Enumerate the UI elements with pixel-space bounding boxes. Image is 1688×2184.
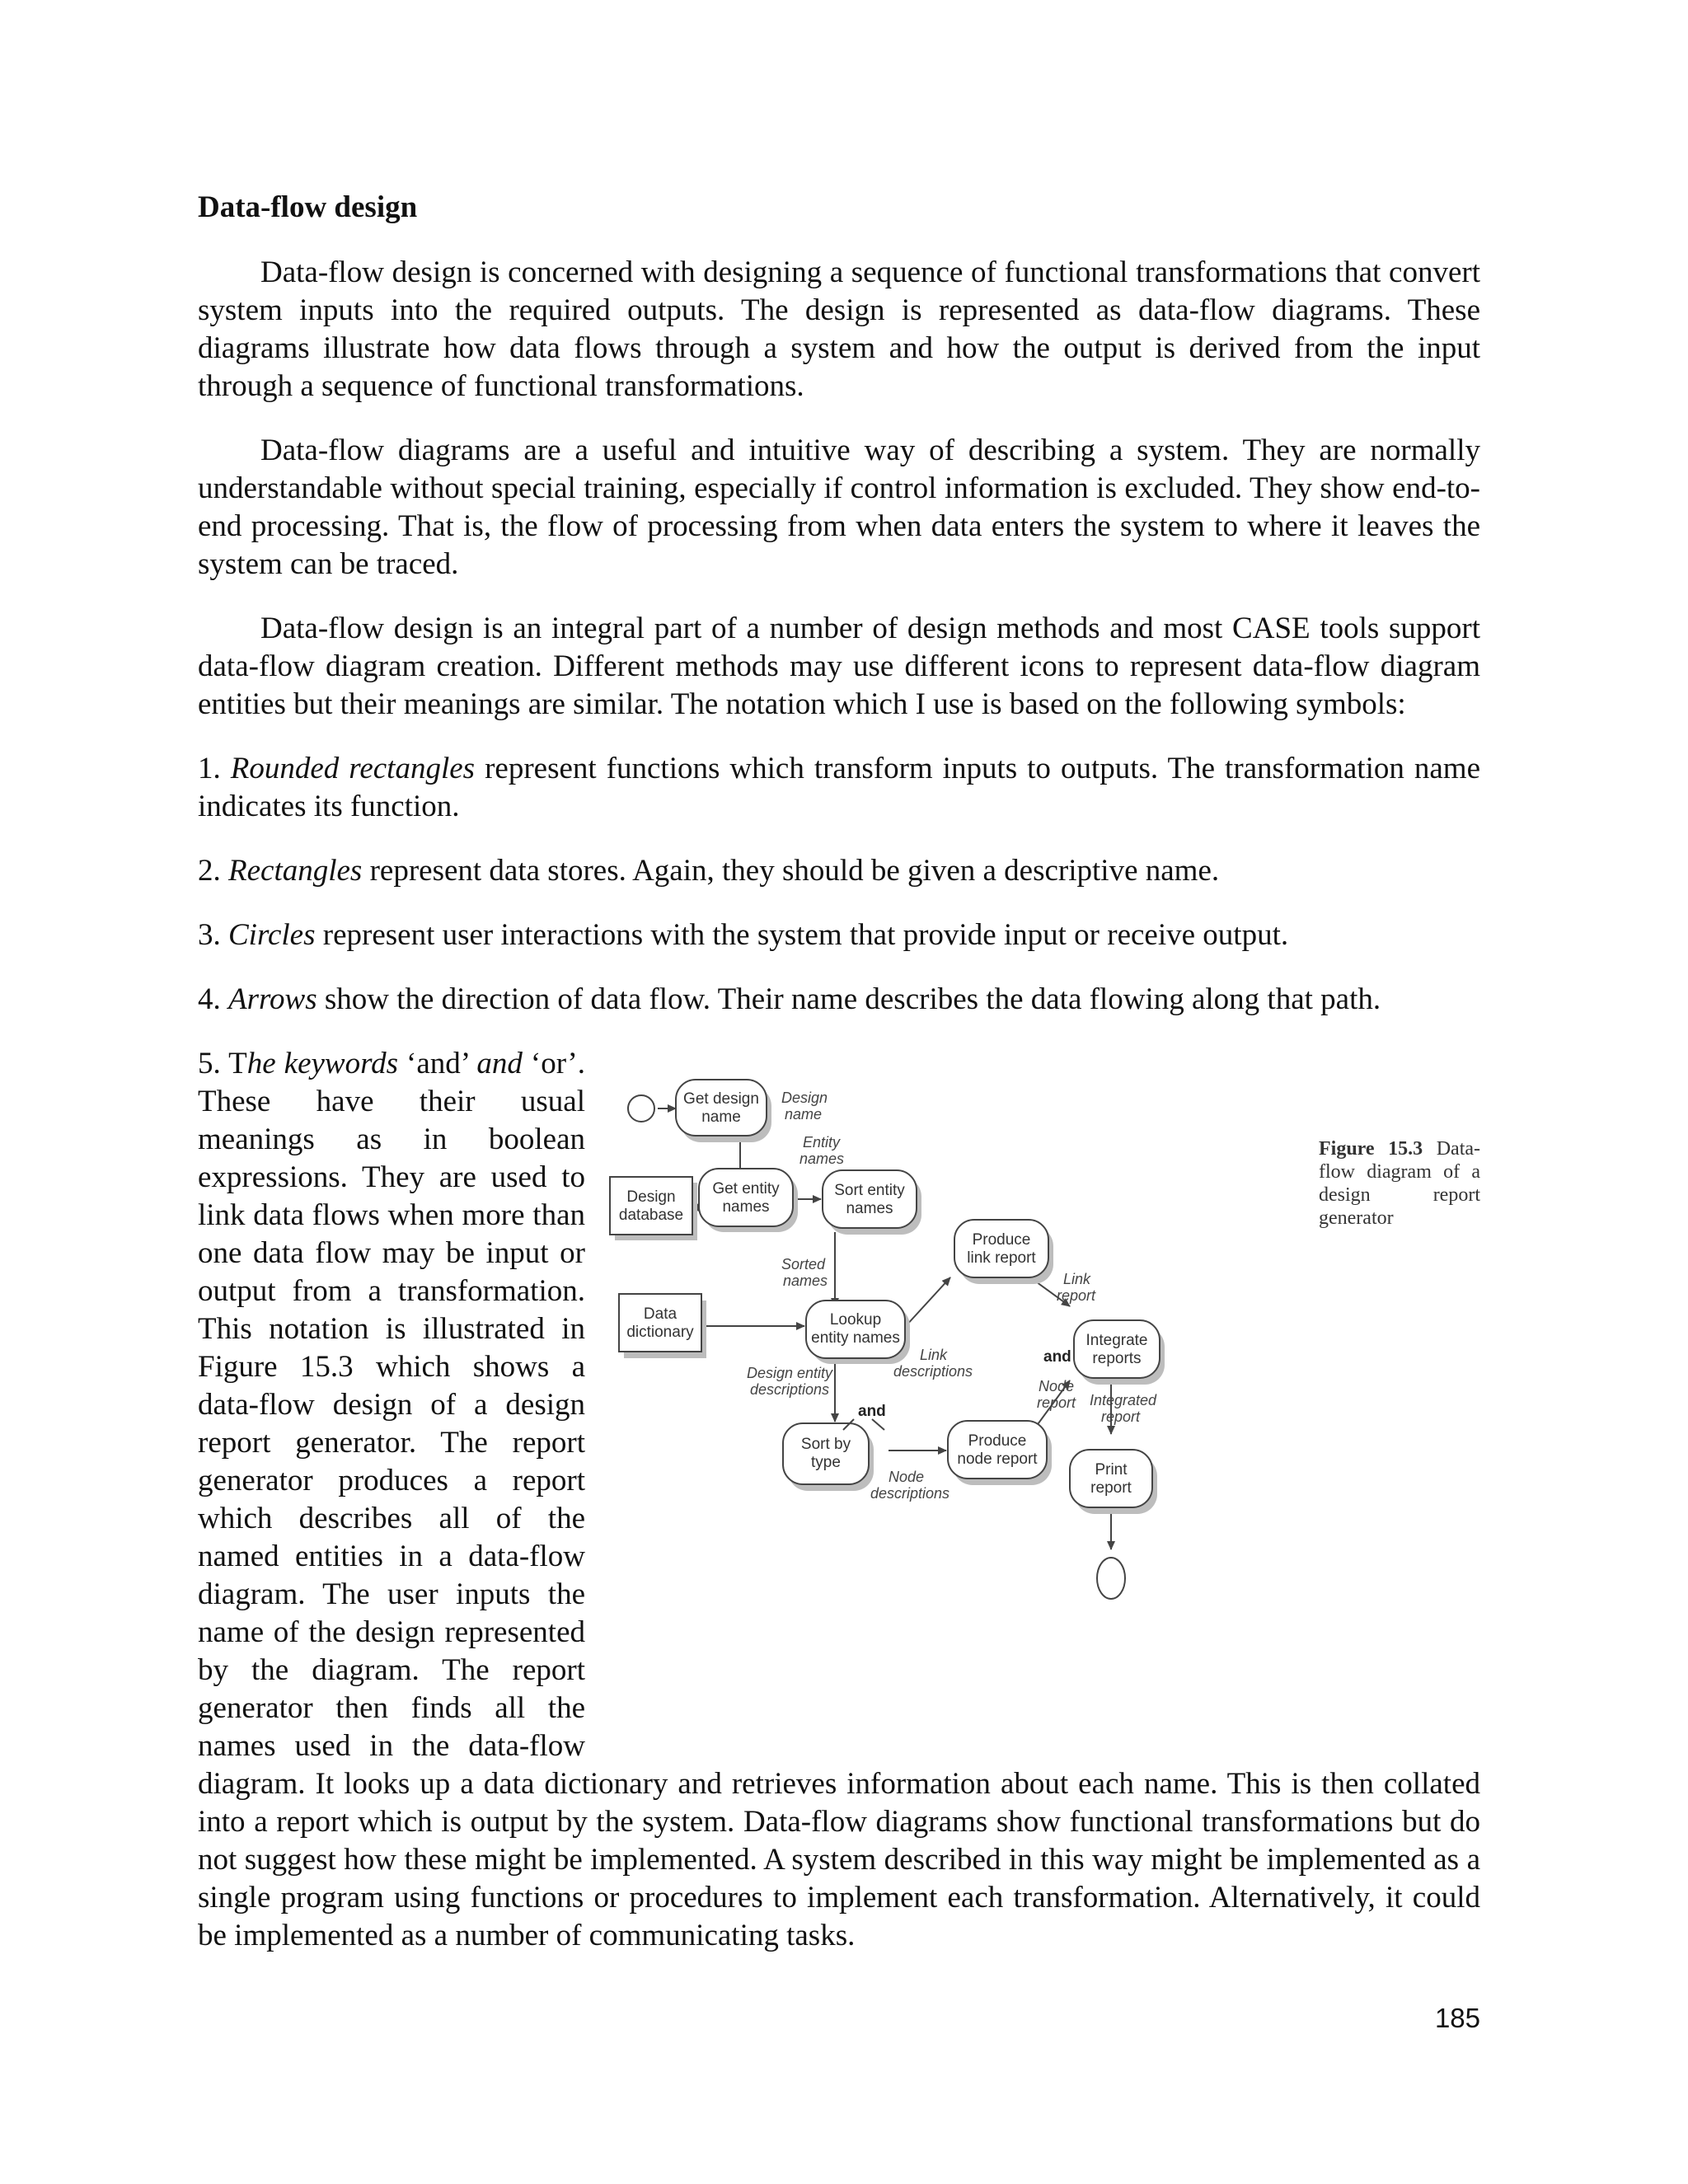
flow-label-entity-names [799,1134,844,1167]
svg-text:reports: reports [1092,1350,1142,1368]
end-circle-icon [1097,1558,1125,1599]
list-item: 2. Rectangles represent data stores. Again, they should be given a descriptive name. [198,854,1220,888]
svg-text:Sort by: Sort by [800,1436,851,1454]
svg-text:Link: Link [1063,1271,1091,1288]
section-heading: Data-flow design [198,190,418,224]
list-term: Arrows [228,982,317,1017]
list-item: 4. Arrows show the direction of data flow. Their name describes the data flowing along that path. [198,982,1381,1017]
list-term: Rounded rectangles [230,752,476,786]
svg-text:Node: Node [889,1469,925,1486]
node-get-entity-names [699,1169,798,1232]
paragraph-3: Data-flow design is an integral part of a number of design methods and most CASE tools support data-flow diagram creation. Different methods may use different icons to represent data-flow diagram entities but their meanings are similar. The notation which I use is based on the following symbols: [198,612,1480,722]
flow-label-node-report [1037,1378,1076,1411]
svg-text:Lookup: Lookup [829,1311,882,1329]
paragraph-2: Data-flow diagrams are a useful and intuitive way of describing a system. They are normally understandable without special training, especially if control information is excluded. They show end-to-end processing. That is, the flow of processing from when data enters the system to where it leaves the system can be traced. [198,434,1480,582]
svg-text:link report: link report [967,1249,1036,1268]
flow-label-design-entity-descriptions [747,1365,833,1398]
figure-label: Figure 15.3 [1319,1138,1423,1160]
svg-text:node report: node report [957,1451,1038,1469]
node-design-database [610,1177,697,1240]
list-item: 1. Rounded rectangles represent functions which transform inputs to outputs. The transformation name indicates its function. [198,752,1481,824]
svg-text:Design: Design [626,1188,676,1207]
svg-text:Produce: Produce [968,1432,1027,1451]
page-number: 185 [1434,2003,1480,2033]
svg-text:report: report [1101,1408,1141,1426]
svg-text:names: names [846,1200,893,1218]
svg-text:Design entity: Design entity [747,1365,833,1382]
svg-text:name: name [701,1108,741,1127]
svg-text:Design: Design [781,1090,828,1107]
svg-text:Get entity: Get entity [712,1180,780,1198]
arrow-link-descriptions [905,1277,950,1327]
flow-label-design-name [781,1090,828,1122]
svg-text:name: name [785,1106,823,1123]
svg-text:dictionary: dictionary [626,1324,694,1342]
node-sort-by-type [783,1423,874,1491]
paragraph-1: Data-flow design is concerned with designing a sequence of functional transformations that convert system inputs into the required outputs. The design is represented as data-flow diagrams. These diagrams illustrate how data flows through a system and how the output is derived from the input through a sequence of functional transformations. [198,255,1480,404]
flow-label-sorted-names [781,1256,828,1289]
svg-text:names: names [722,1198,770,1216]
figure-caption: Figure 15.3 Data-flow diagram of a design report generator [1319,1138,1480,1230]
svg-text:Integrated: Integrated [1090,1392,1157,1409]
svg-text:Sort entity: Sort entity [834,1182,905,1200]
svg-text:Print: Print [1095,1461,1128,1479]
list-item: 3. Circles represent user interactions with the system that provide input or receive output. [198,918,1289,953]
keyword-and: and [1043,1348,1071,1366]
list-term: Circles [228,918,316,953]
node-data-dictionary [619,1294,706,1358]
node-print-report [1070,1450,1157,1514]
list-item-5: Get design name Design database Get entity names Sort entity names Data dictionary Lookup entity names Produce link report Integrate reports Sort by type Produce node report Print report Design name Entity names Sorted names Design entity descriptions Link descriptions Link report Node report Node descriptions Integrated report and and Figure 15.3 Data-flow diagram of a design report generator 5. The keywords ‘and’ and ‘or’. These have their usual meanings as in boolean expressions. They are used to link data flows when more than one data flow may be input or output from a transformation. This notation is illustrated in Figure 15.3 which shows a data-flow design of a design report generator. The report generator produces a report which describes all of the named entities in a data-flow diagram. The user inputs the name of the design represented by the diagram. The report generator then finds all the names used in the data-flow diagram. It looks up a data dictionary and retrieves information about each name. This is then collated into a report which is output by the system. Data-flow diagrams show functional transformations but do not suggest how these might be implemented. A system described in this way might be implemented as a single program using functions or procedures to implement each transformation. Alternatively, it could be implemented as a number of communicating tasks. [198,1047,1480,1953]
svg-text:type: type [811,1454,841,1472]
svg-text:entity names: entity names [811,1329,900,1347]
node-integrate-reports [1074,1320,1165,1385]
svg-text:Integrate: Integrate [1085,1332,1148,1350]
node-sort-entity-names [823,1170,921,1235]
svg-text:descriptions: descriptions [870,1485,950,1502]
svg-text:Entity: Entity [803,1134,841,1151]
svg-text:Get design: Get design [683,1090,759,1108]
list-term: Rectangles [228,854,363,888]
svg-text:report: report [1057,1287,1096,1305]
flow-label-node-descriptions [870,1469,950,1502]
svg-text:Link: Link [920,1347,948,1364]
flow-label-link-report [1057,1271,1096,1304]
svg-text:Sorted: Sorted [781,1256,826,1273]
node-produce-link-report [954,1220,1053,1284]
flow-label-integrated-report [1090,1392,1157,1425]
svg-text:Data: Data [643,1305,678,1324]
document-page [198,190,1480,1981]
svg-text:descriptions: descriptions [750,1381,830,1399]
start-circle-icon [628,1095,654,1122]
node-produce-node-report [948,1421,1052,1485]
svg-text:database: database [618,1207,684,1225]
node-lookup-entity-names [806,1301,910,1364]
svg-text:report: report [1037,1394,1076,1412]
svg-text:Produce: Produce [972,1231,1031,1249]
keyword-and: and [858,1403,886,1421]
svg-text:report: report [1090,1479,1132,1497]
list-term: he keywords [246,1047,399,1081]
node-get-design-name [676,1080,771,1142]
svg-text:descriptions: descriptions [893,1363,973,1380]
svg-text:Node: Node [1039,1378,1075,1395]
svg-text:names: names [783,1272,828,1290]
svg-text:names: names [799,1151,845,1168]
figure-float [608,1055,1480,1731]
